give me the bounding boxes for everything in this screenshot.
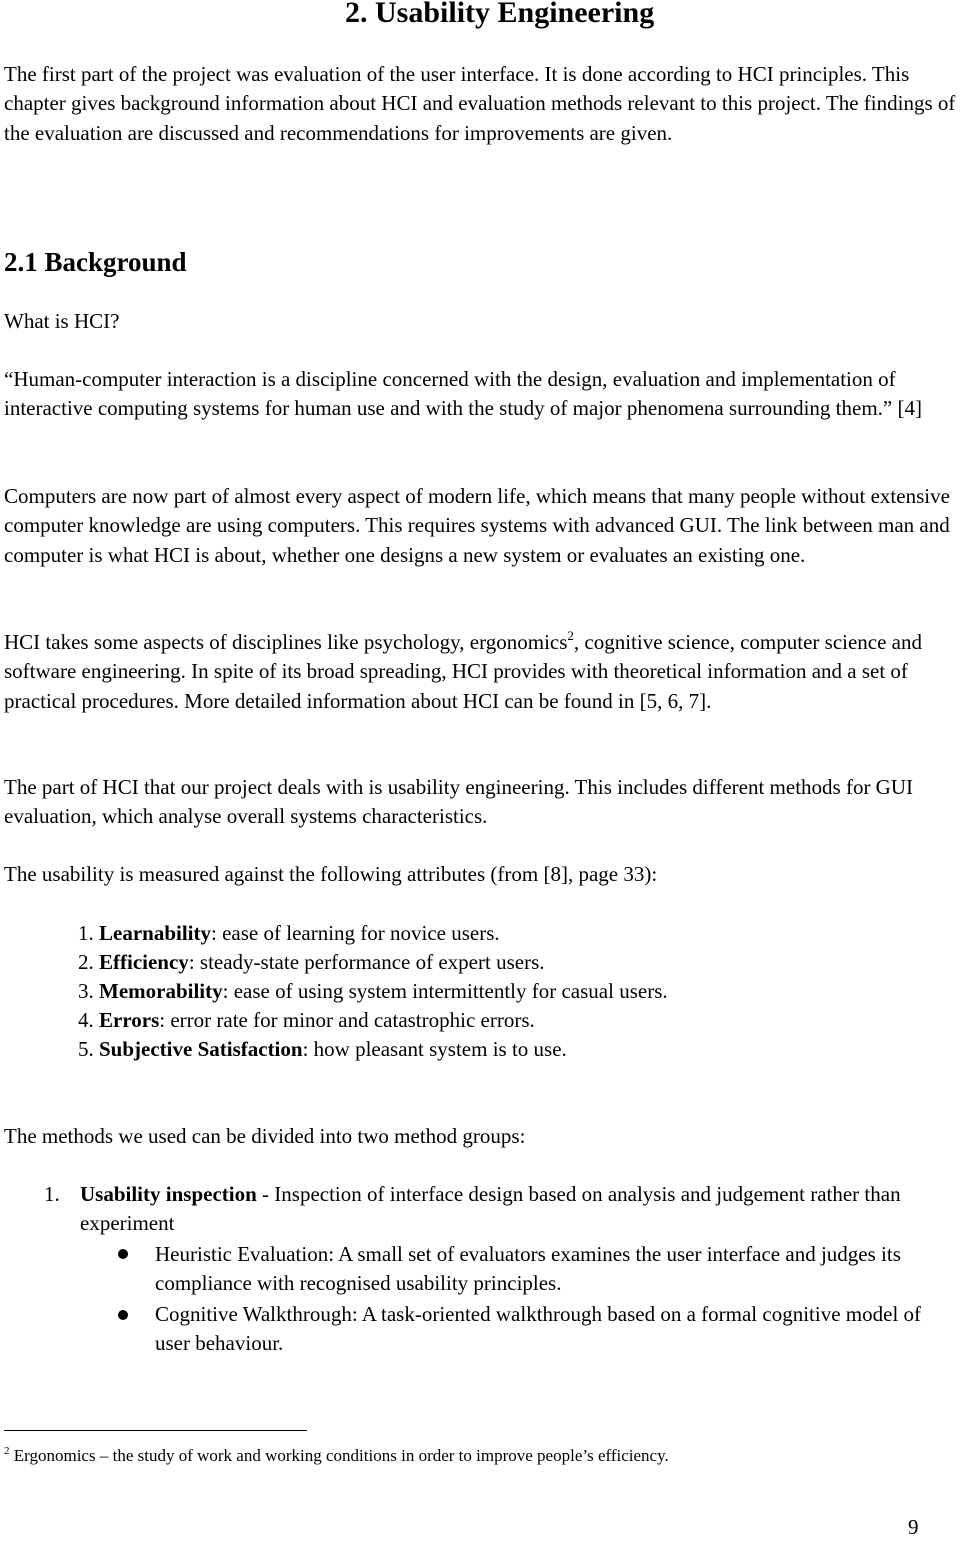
list-number: 4. <box>78 1008 94 1032</box>
footnote <box>4 1445 954 1467</box>
method-term: Usability inspection <box>80 1182 257 1206</box>
subheading: What is HCI? <box>4 309 120 333</box>
attribute-description: : ease of using system intermittently for casual users. <box>222 979 668 1003</box>
attribute-description: : steady-state performance of expert users. <box>188 950 545 974</box>
footnote-text: Ergonomics – the study of work and working conditions in order to improve people’s efficiency. <box>9 1446 669 1465</box>
page-number: 9 <box>908 1515 919 1539</box>
attribute-description: : how pleasant system is to use. <box>302 1037 567 1061</box>
method-number: 1. <box>44 1182 60 1206</box>
list-number: 2. <box>78 950 94 974</box>
attribute-description: : error rate for minor and catastrophic errors. <box>159 1008 535 1032</box>
paragraph-disciplines-end: , cognitive science, computer science and software engineering. In spite of its broad spreading, HCI provides with theoretical information and a set of practical procedures. More detailed information about HCI can be found in [5, 6, 7]. <box>4 630 923 713</box>
attribute-term: Learnability <box>99 921 212 945</box>
footnote-reference: 2 <box>567 628 574 643</box>
list-number: 1. <box>78 921 94 945</box>
attribute-term: Subjective Satisfaction <box>99 1037 303 1061</box>
paragraph-usability-engineering: The part of HCI that our project deals with is usability engineering. This includes different methods for GUI evaluation, which analyse overall systems characteristics. <box>4 775 914 829</box>
list-number: 3. <box>78 979 94 1003</box>
hci-definition-quote: “Human-computer interaction is a discipline concerned with the design, evaluation and implementation of interactive computing systems for human use and with the study of major phenomena surrounding them.” [4] <box>4 367 922 421</box>
list-item <box>78 948 545 977</box>
bullet-icon <box>118 1310 128 1320</box>
paragraph-disciplines <box>4 628 960 716</box>
method-bullet-item: Heuristic Evaluation: A small set of evaluators examines the user interface and judges its compliance with recognised usability principles. <box>155 1242 901 1296</box>
paragraph-disciplines-start: HCI takes some aspects of disciplines like psychology, ergonomics <box>4 630 568 654</box>
list-number: 5. <box>78 1037 94 1061</box>
intro-paragraph: The first part of the project was evaluation of the user interface. It is done according to HCI principles. This chapter gives background information about HCI and evaluation methods relevant to this project. The findings of the evaluation are discussed and recommendations for improvements are given. <box>4 62 956 145</box>
attribute-description: : ease of learning for novice users. <box>211 921 500 945</box>
chapter-title: 2. Usability Engineering <box>345 0 655 29</box>
list-item <box>78 919 500 948</box>
attribute-term: Memorability <box>99 979 223 1003</box>
paragraph-method-groups: The methods we used can be divided into two method groups: <box>4 1124 526 1148</box>
method-item <box>80 1180 960 1239</box>
method-bullet-item: Cognitive Walkthrough: A task-oriented walkthrough based on a formal cognitive model of user behaviour. <box>155 1302 922 1356</box>
attribute-term: Errors <box>99 1008 160 1032</box>
method-description: - Inspection of interface design based on analysis and judgement rather than experiment <box>80 1182 901 1236</box>
attribute-term: Efficiency <box>99 950 189 974</box>
list-item <box>78 977 668 1006</box>
list-item <box>78 1006 535 1035</box>
list-item <box>78 1035 567 1064</box>
footnote-divider <box>4 1430 307 1431</box>
section-heading: 2.1 Background <box>4 247 187 277</box>
bullet-icon <box>118 1249 128 1259</box>
paragraph-attributes-intro: The usability is measured against the following attributes (from [8], page 33): <box>4 862 658 886</box>
footnote-mark: 2 <box>4 1445 10 1457</box>
paragraph-computers: Computers are now part of almost every aspect of modern life, which means that many people without extensive computer knowledge are using computers. This requires systems with advanced GUI. The link between man and computer is what HCI is about, whether one designs a new system or evaluates an existing one. <box>4 484 950 567</box>
